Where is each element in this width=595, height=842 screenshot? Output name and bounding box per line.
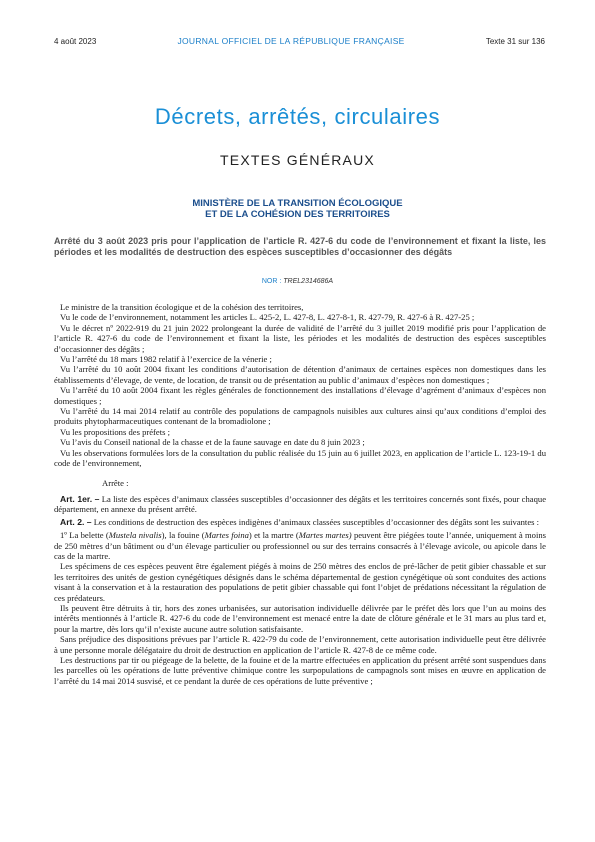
considerant-paragraph: Vu l’avis du Conseil national de la chasse et de la faune sauvage en date du 8 juin 2023 ; [60, 437, 365, 448]
ministry-line-1: MINISTÈRE DE LA TRANSITION ÉCOLOGIQUE [192, 198, 403, 209]
text-reference: Texte 31 sur 136 [485, 37, 545, 46]
publication-date: 4 août 2023 [54, 37, 97, 46]
item-1-text: 1º La belette ( [60, 530, 109, 541]
item-1-text: ), la fouine ( [161, 530, 205, 541]
article-2-paragraph: Les spécimens de ces espèces peuvent être également piégés à moins de 250 mètres des enclos de pré-lâcher de petit gibier chassable et sur les territoires des unités de gestion cynégétiques désignés dans le schéma départemental de gestion cynégétique où sont conduites des actions visant à la conservation et à la restauration des populations de petit gibier chassable qui font l’objet de prédations nécessitant la régulation de ces prédateurs. [54, 561, 546, 603]
article-2-item-1 [54, 530, 546, 561]
nor-label: NOR : [261, 278, 282, 285]
decree-body [54, 302, 546, 686]
nor-reference [0, 278, 595, 285]
item-1-text: ) et la martre ( [248, 530, 299, 541]
species-name: Martes martes) [298, 530, 352, 541]
species-name: Martes foina [204, 530, 249, 541]
article-2-paragraph: Sans préjudice des dispositions prévues par l’article R. 422-79 du code de l’environnement, cette autorisation individuelle peut être délivrée à une personne morale délégataire du droit de destruction en application de l’article R. 427-8 de ce même code. [54, 634, 546, 655]
ministry-name [0, 198, 595, 220]
article-2 [54, 517, 546, 527]
arrete-heading: Arrête : [102, 477, 129, 488]
article-1-label: Art. 1er. – [60, 493, 100, 504]
article-2-paragraph: Les destructions par tir ou piégeage de la belette, de la fouine et de la martre effectuées en application du présent arrêté sont suspendues dans les parcelles où les opérations de lutte préventive chimique contre les surpopulations de campagnols sont mises en œuvre en application de l’arrêté du 14 mai 2014 susvisé, et ce pendant la durée de ces opérations de lutte préventive ; [54, 655, 546, 686]
considerant-paragraph: Vu le code de l’environnement, notamment les articles L. 425-2, L. 427-8, L. 427-8-1, R. 427-79, R. 427-6 à R. 427-25 ; [60, 312, 475, 323]
article-2-label: Art. 2. – [60, 516, 92, 527]
section-title: Décrets, arrêtés, circulaires [154, 104, 441, 129]
considerant-paragraph: Le ministre de la transition écologique et de la cohésion des territoires, [60, 302, 304, 312]
considerant-paragraph: Vu l’arrêté du 14 mai 2014 relatif au contrôle des populations de campagnols nuisibles aux cultures ainsi qu’aux conditions d’emploi des produits phytopharmaceutiques contenant de la bromadiolone ; [54, 406, 546, 427]
article-2-text: Les conditions de destruction des espèces indigènes d’animaux classées susceptibles d’occasionner des dégâts sont les suivantes : [93, 516, 540, 527]
page-header [54, 36, 545, 46]
considerant-paragraph: Vu l’arrêté du 18 mars 1982 relatif à l’exercice de la vénerie ; [60, 354, 272, 365]
article-1 [54, 494, 546, 515]
considerant-paragraph: Vu l’arrêté du 10 août 2004 fixant les conditions d’autorisation de détention d’animaux de certaines espèces non domestiques dans les établissements d’élevage, de vente, de location, de transit ou de présentation au public d’animaux d’espèces non domestiques ; [54, 364, 546, 385]
article-2-paragraph: Ils peuvent être détruits à tir, hors des zones urbanisées, sur autorisation individuelle délivrée par le préfet dès lors que l’un au moins des intérêts mentionnés à l’article R. 427-6 du code de l’environnement est menacé entre la date de clôture générale et le 31 mars au plus tard et, pour la martre, dès lors qu’il n’existe aucune autre solution satisfaisante. [54, 602, 546, 634]
considerant-paragraph: Vu le décret nº 2022-919 du 21 juin 2022 prolongeant la durée de validité de l’arrêté du 3 juillet 2019 modifié pris pour l’application de l’article R. 427-6 du code de l’environnement et fixant la liste, les périodes et les modalités de destruction des espèces susceptibles d’occasionner des dégâts ; [54, 322, 546, 354]
considerant-paragraph: Vu l’arrêté du 10 août 2004 fixant les règles générales de fonctionnement des installations d’élevage d’agrément d’animaux d’espèces non domestiques ; [54, 385, 546, 406]
item-1-text: peuvent être piégées toute l’année, uniquement à moins de 250 mètres d’un bâtiment ou d’un élevage particulier ou professionnel ou sur des terrains consacrés à l’élevage avicole, ou apicole dans le cas de la martre. [54, 530, 546, 561]
considerant-paragraph: Vu les propositions des préfets ; [60, 426, 170, 437]
ministry-line-2: ET DE LA COHÉSION DES TERRITOIRES [205, 209, 390, 220]
journal-name: JOURNAL OFFICIEL DE LA RÉPUBLIQUE FRANÇAISE [177, 36, 405, 46]
decree-title: Arrêté du 3 août 2023 pris pour l’application de l’article R. 427-6 du code de l’environnement et fixant la liste, les périodes et les modalités de destruction des espèces susceptibles d’occasionner des dégâts [54, 236, 546, 257]
article-1-text: La liste des espèces d’animaux classées susceptibles d’occasionner des dégâts et les territoires concernés sont fixés, pour chaque département, en annexe du présent arrêté. [54, 493, 547, 515]
species-name: Mustela nivalis [108, 530, 162, 541]
considerant-paragraph: Vu les observations formulées lors de la consultation du public réalisée du 15 juin au 6 juillet 2023, en application de l’article L. 123-19-1 du code de l’environnement, [54, 447, 546, 469]
nor-code: TREL2314686A [283, 278, 334, 285]
subsection-title: TEXTES GÉNÉRAUX [220, 152, 375, 168]
